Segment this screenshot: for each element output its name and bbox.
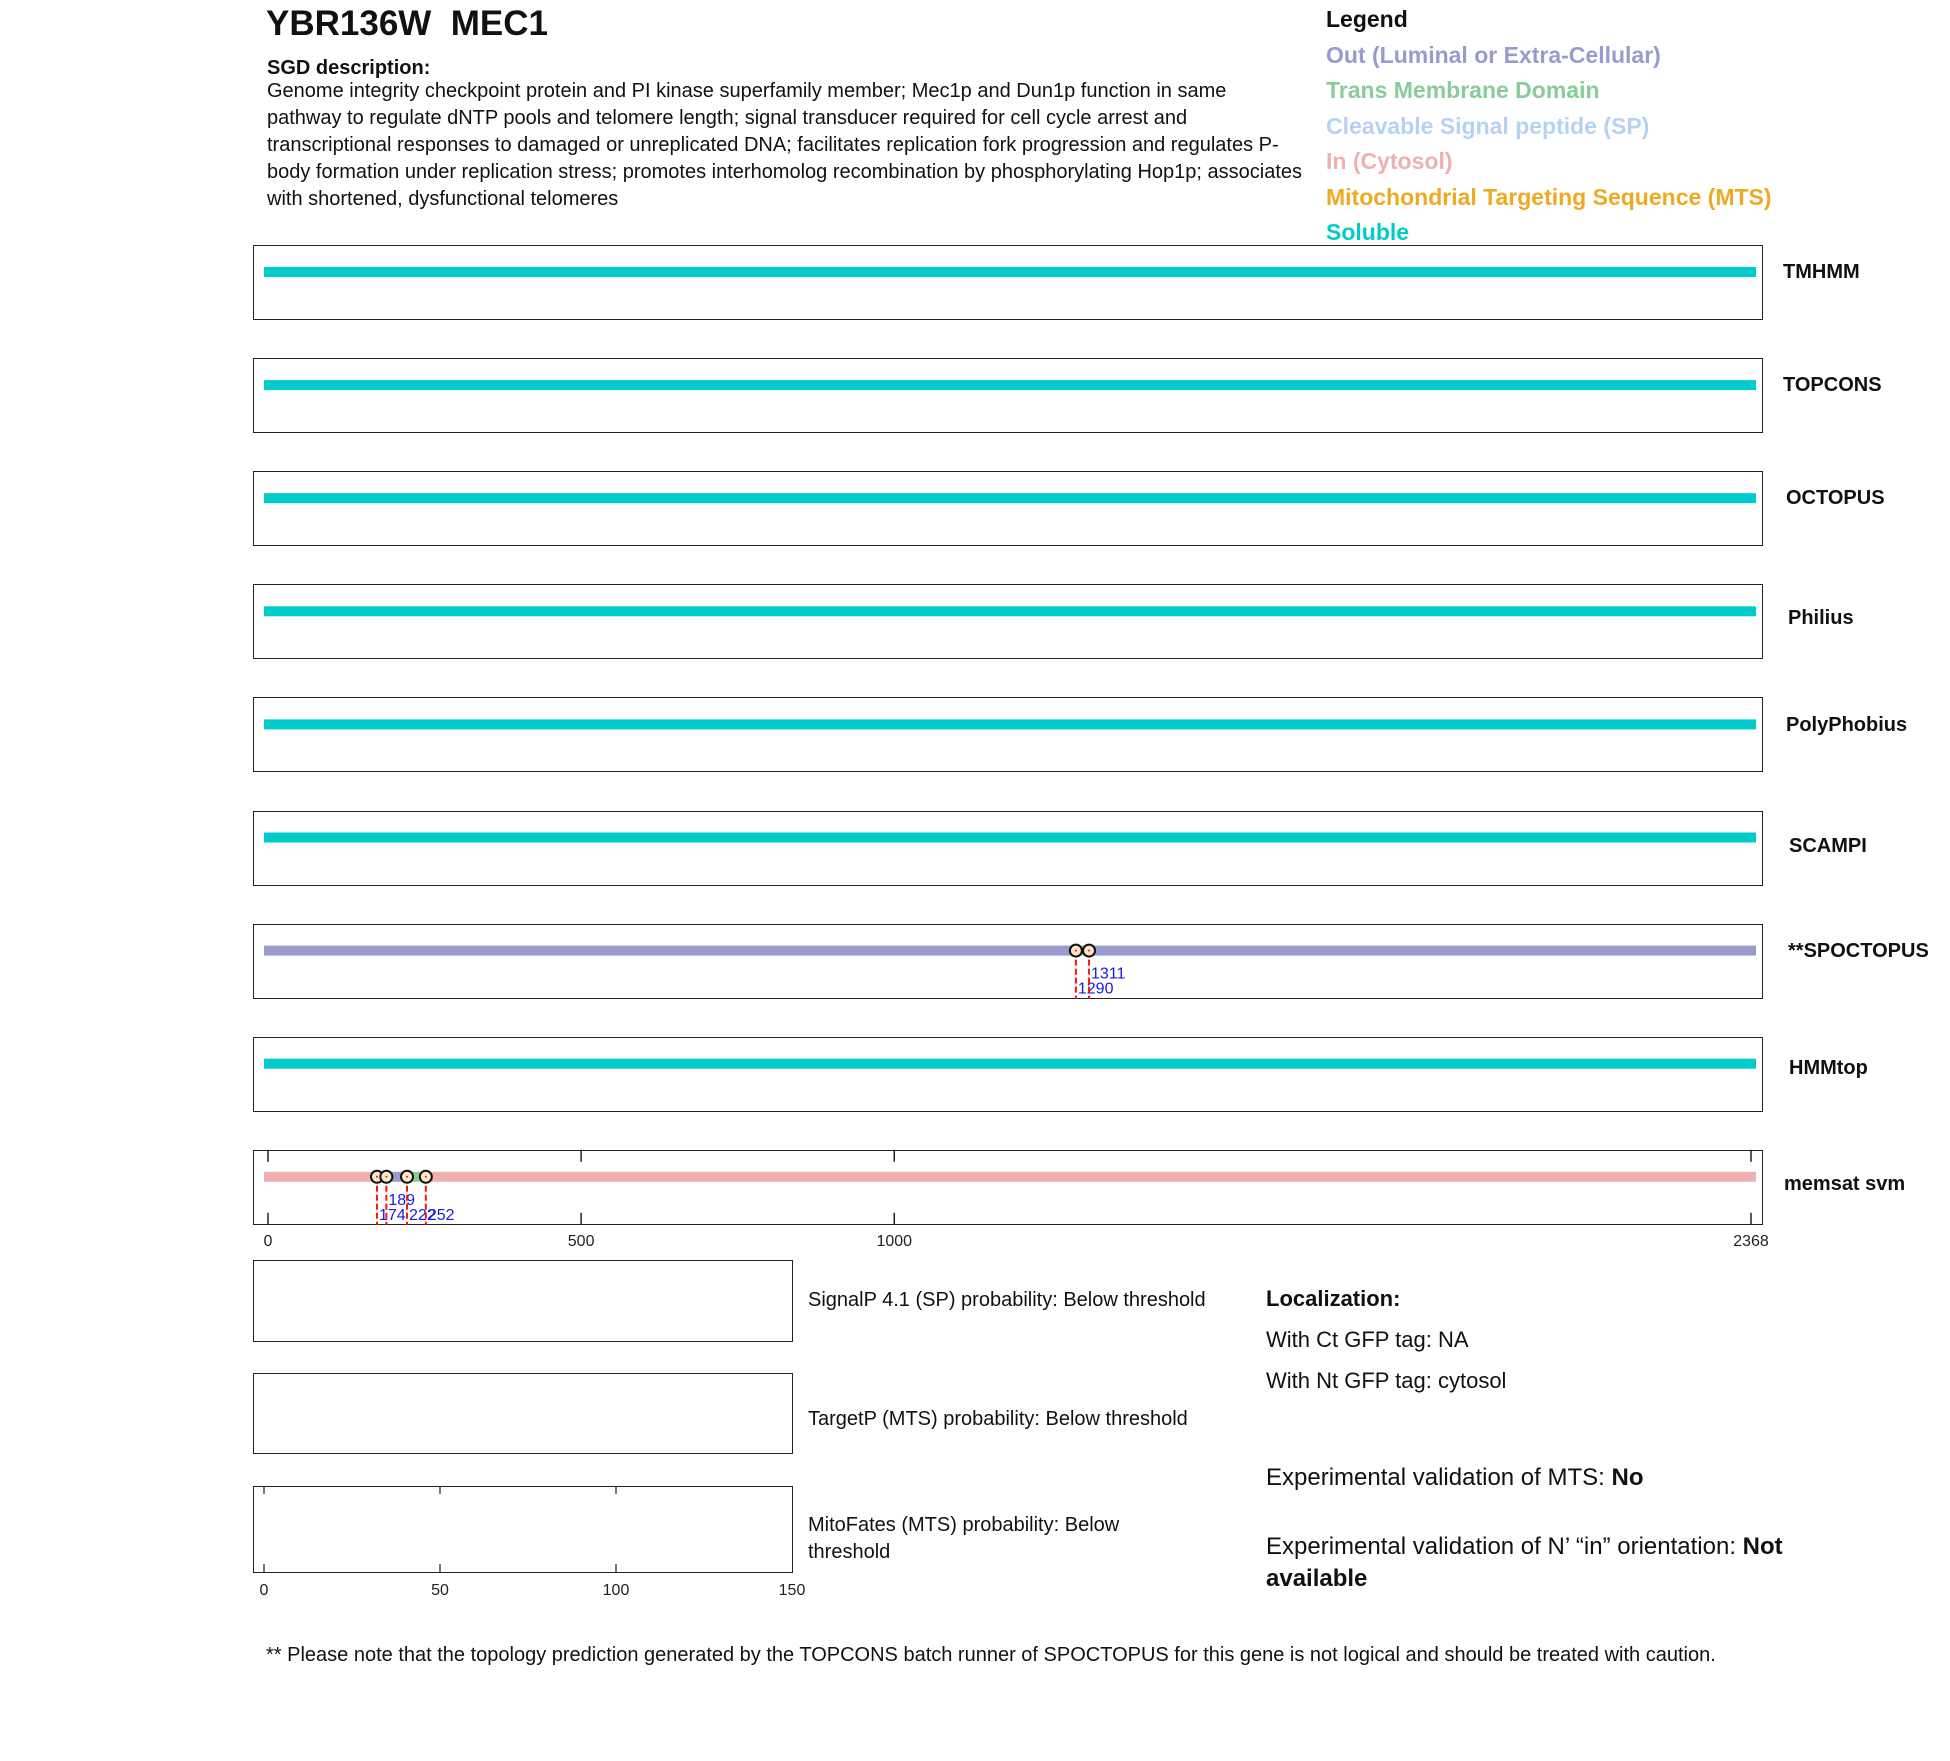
track-label: memsat svm [1784, 1172, 1906, 1195]
legend-item-in: In (Cytosol) [1326, 148, 1453, 174]
track-label: TOPCONS [1783, 374, 1882, 397]
legend-title: Legend [1326, 6, 1408, 32]
x-tick-label: 150 [778, 1582, 806, 1599]
x-tick-label: 100 [602, 1582, 630, 1599]
localization-nt-gfp: With Nt GFP tag: cytosol [1266, 1368, 1507, 1393]
boundary-marker-dot [406, 1176, 408, 1178]
x-tick-label: 50 [431, 1582, 449, 1599]
spoctopus-caution-note: ** Please note that the topology prediction generated by the TOPCONS batch runner of SPOCTOPUS for this gene is not logical and should be treated with caution. [266, 1644, 1716, 1666]
x-tick-label: 2368 [1733, 1232, 1769, 1250]
topology-segment-soluble [264, 719, 1756, 729]
boundary-position-label: 252 [427, 1206, 455, 1224]
mts-validation [1266, 1464, 1643, 1492]
x-tick-label: 0 [263, 1232, 273, 1250]
boundary-marker-dot [1088, 950, 1090, 952]
boundary-position-label: 189 [388, 1191, 416, 1209]
boundary-position-label: 174 [378, 1206, 406, 1224]
topology-segment-soluble [264, 493, 1756, 503]
targetp-probability: TargetP (MTS) probability: Below threshold [808, 1408, 1188, 1430]
localization-ct-gfp: With Ct GFP tag: NA [1266, 1327, 1469, 1352]
topology-segment-in [264, 1172, 377, 1182]
nin-validation-value: Not available [1266, 1533, 1783, 1592]
boundary-marker-dot [376, 1176, 378, 1178]
track-label: OCTOPUS [1786, 487, 1885, 510]
topology-segment-out [264, 946, 1076, 956]
topology-segment-in [426, 1172, 1756, 1182]
sgd-description-label: SGD description: [267, 57, 431, 79]
mts-validation-label: Experimental validation of MTS: [1266, 1464, 1612, 1491]
sgd-description: Genome integrity checkpoint protein and PI kinase superfamily member; Mec1p and Dun1p function in same pathway to regulate dNTP pools and telomere length; signal transducer required for cell cycle arrest and transcriptional responses to damaged or unreplicated DNA; facilitates replication fork progression and regulates P-body formation under replication stress; promotes interhomolog recombination by phosphorylating Hop1p; associates with shortened, dysfunctional telomeres [267, 80, 1303, 210]
topology-segment-soluble [264, 1059, 1756, 1069]
mts-validation-value: No [1611, 1464, 1644, 1491]
boundary-position-label: 1311 [1091, 965, 1126, 983]
topology-segment-soluble [264, 267, 1756, 277]
mitofates-box [253, 1486, 793, 1573]
mitofates-probability: MitoFates (MTS) probability: Below threshold [808, 1514, 1120, 1563]
nin-validation [1266, 1531, 1826, 1595]
x-tick-label: 0 [259, 1582, 269, 1599]
legend-item-sp: Cleavable Signal peptide (SP) [1326, 112, 1650, 139]
x-tick-label: 500 [567, 1232, 595, 1250]
boundary-position-label: 1290 [1077, 980, 1114, 998]
signalp-box [253, 1260, 793, 1342]
track-label: **SPOCTOPUS [1788, 939, 1929, 962]
boundary-position-label: 222 [409, 1206, 436, 1224]
track-label: TMHMM [1783, 261, 1860, 283]
topology-segment-out [1089, 946, 1756, 956]
legend-item-soluble: Soluble [1326, 219, 1410, 245]
boundary-marker-dot [1075, 950, 1077, 952]
topology-segment-soluble [264, 606, 1756, 616]
legend-item-mts: Mitochondrial Targeting Sequence (MTS) [1326, 183, 1772, 210]
legend-item-tm: Trans Membrane Domain [1326, 77, 1600, 103]
targetp-box [253, 1373, 793, 1454]
topology-segment-soluble [264, 833, 1756, 843]
x-tick-label: 1000 [876, 1232, 913, 1250]
signalp-probability: SignalP 4.1 (SP) probability: Below threshold [808, 1289, 1206, 1311]
localization-title: Localization: [1266, 1286, 1401, 1311]
track-label: HMMtop [1789, 1056, 1868, 1079]
topology-segment-soluble [264, 380, 1756, 390]
nin-validation-label: Experimental validation of N’ “in” orientation: [1266, 1533, 1743, 1560]
gene-title: YBR136W MEC1 [266, 4, 549, 43]
boundary-marker-dot [385, 1176, 387, 1178]
boundary-marker-dot [425, 1176, 427, 1178]
track-label: Philius [1788, 607, 1854, 630]
track-label: PolyPhobius [1786, 714, 1908, 737]
legend-item-out: Out (Luminal or Extra-Cellular) [1326, 41, 1661, 68]
track-label: SCAMPI [1789, 834, 1867, 857]
